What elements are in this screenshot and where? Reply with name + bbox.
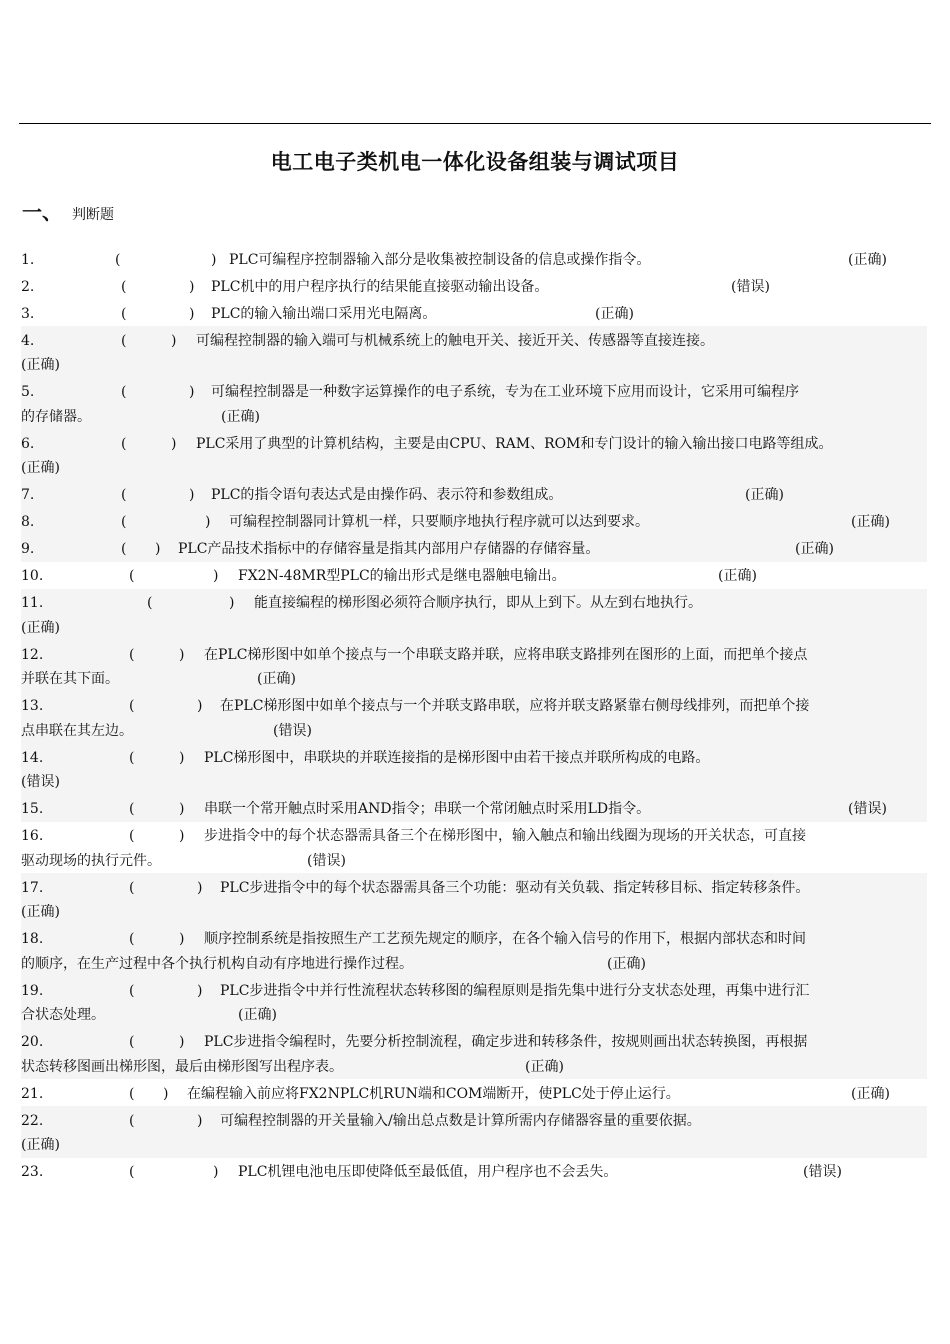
question-number: 19. — [21, 982, 44, 999]
answer-bracket-close: ) — [197, 879, 203, 896]
answer-bracket-close: ) — [189, 305, 195, 322]
question-number: 11. — [21, 595, 44, 611]
question-item — [21, 378, 927, 430]
question-line — [21, 1030, 927, 1055]
question-number: 3. — [21, 305, 35, 322]
question-number: 1. — [21, 251, 35, 268]
answer-bracket-open: ( — [129, 698, 135, 714]
answer-bracket-close: ) — [213, 1164, 219, 1180]
question-line — [21, 1082, 927, 1107]
question-item — [21, 743, 927, 795]
question-line — [21, 329, 927, 354]
question-item — [21, 272, 927, 299]
answer-bracket-open: ( — [147, 595, 153, 611]
question-line — [21, 979, 927, 1004]
section-number: 一、 — [22, 200, 62, 224]
answer-bracket-close: ) — [197, 1112, 203, 1129]
question-answer: (错误) — [273, 722, 312, 739]
question-line — [21, 797, 927, 822]
question-number: 23. — [21, 1164, 44, 1180]
question-answer: (正确) — [221, 408, 260, 425]
question-answer: (正确) — [238, 1007, 277, 1023]
question-answer: (正确) — [21, 1137, 60, 1153]
question-text: PLC步进指令中的每个状态器需具备三个功能：驱动有关负载、指定转移目标、指定转移条件。 — [220, 879, 810, 896]
answer-bracket-open: ( — [129, 749, 135, 766]
answer-bracket-close: ) — [189, 278, 195, 295]
question-item — [21, 299, 927, 326]
question-item — [21, 1106, 927, 1158]
question-answer: (正确) — [851, 514, 890, 530]
question-number: 17. — [21, 879, 44, 896]
question-answer: (错误) — [731, 278, 770, 295]
question-number: 15. — [21, 801, 44, 817]
answer-bracket-open: ( — [129, 646, 135, 663]
question-text: PLC步进指令中并行性流程状态转移图的编程原则是指先集中进行分支状态处理，再集中进行汇 — [220, 982, 810, 999]
question-text: 顺序控制系统是指按照生产工艺预先规定的顺序，在各个输入信号的作用下，根据内部状态和时间 — [204, 931, 806, 947]
question-item — [21, 1158, 927, 1185]
question-line-continued — [21, 667, 927, 692]
question-number: 14. — [21, 749, 44, 766]
question-text-continued: 的存储器。 — [21, 408, 91, 425]
question-answer: (错误) — [803, 1164, 842, 1180]
answer-bracket-open: ( — [129, 801, 135, 817]
answer-bracket-close: ) — [213, 568, 219, 584]
question-answer: (正确) — [795, 541, 834, 557]
question-number: 21. — [21, 1085, 44, 1102]
question-line — [21, 1160, 927, 1185]
question-number: 7. — [21, 487, 35, 503]
question-text-continued: 合状态处理。 — [21, 1007, 105, 1023]
answer-bracket-close: ) — [229, 595, 235, 611]
question-line-continued — [21, 1003, 927, 1028]
question-line-continued — [21, 456, 927, 481]
question-line — [21, 1109, 927, 1134]
question-line — [21, 432, 927, 457]
question-answer: (正确) — [21, 904, 60, 920]
question-item — [21, 562, 927, 589]
question-item — [21, 1028, 927, 1080]
answer-bracket-open: ( — [129, 828, 135, 844]
question-line-continued — [21, 719, 927, 744]
answer-bracket-close: ) — [197, 982, 203, 999]
question-item — [21, 429, 927, 481]
question-text: 在PLC梯形图中如单个接点与一个并联支路串联，应将并联支路紧靠右侧母线排列，而把单个接 — [220, 698, 810, 714]
question-item — [21, 1079, 927, 1106]
question-number: 8. — [21, 514, 35, 530]
answer-bracket-close: ) — [179, 749, 185, 766]
answer-bracket-open: ( — [129, 1112, 135, 1129]
question-answer: (正确) — [257, 671, 296, 687]
answer-bracket-close: ) — [171, 435, 177, 452]
question-text: PLC的指令语句表达式是由操作码、表示符和参数组成。 — [211, 487, 563, 503]
question-line — [21, 275, 927, 300]
answer-bracket-open: ( — [129, 1085, 135, 1102]
question-line — [21, 248, 927, 273]
question-answer: (正确) — [525, 1058, 564, 1075]
question-item — [21, 795, 927, 822]
answer-bracket-open: ( — [129, 1034, 135, 1050]
question-number: 12. — [21, 646, 44, 663]
question-item — [21, 692, 927, 744]
answer-bracket-open: ( — [121, 332, 127, 349]
section-label: 判断题 — [72, 207, 114, 223]
answer-bracket-open: ( — [121, 384, 127, 400]
question-text-continued: 并联在其下面。 — [21, 671, 119, 687]
question-text: PLC可编程序控制器输入部分是收集被控制设备的信息或操作指令。 — [229, 251, 651, 268]
question-line — [21, 746, 927, 771]
question-line-continued — [21, 900, 927, 925]
question-number: 5. — [21, 384, 35, 400]
question-text: 能直接编程的梯形图必须符合顺序执行，即从上到下。从左到右地执行。 — [254, 595, 702, 611]
answer-bracket-close: ) — [189, 487, 195, 503]
question-answer: (正确) — [848, 251, 887, 268]
answer-bracket-close: ) — [179, 801, 185, 817]
answer-bracket-close: ) — [205, 514, 211, 530]
question-number: 20. — [21, 1034, 44, 1050]
answer-bracket-close: ) — [171, 332, 177, 349]
question-item — [21, 508, 927, 535]
answer-bracket-close: ) — [179, 828, 185, 844]
question-item — [21, 481, 927, 508]
question-answer: (正确) — [21, 619, 60, 636]
question-item — [21, 925, 927, 977]
question-number: 16. — [21, 828, 44, 844]
question-text: PLC步进指令编程时，先要分析控制流程，确定步进和转移条件，按规则画出状态转换图，再根据 — [204, 1034, 808, 1050]
answer-bracket-open: ( — [121, 541, 127, 557]
question-answer: (正确) — [595, 305, 634, 322]
answer-bracket-close: ) — [155, 541, 161, 557]
question-item — [21, 589, 927, 641]
question-line-continued — [21, 952, 927, 977]
question-item — [21, 822, 927, 874]
question-number: 2. — [21, 278, 35, 295]
question-number: 13. — [21, 698, 44, 714]
answer-bracket-close: ) — [189, 384, 195, 400]
question-answer: (正确) — [745, 487, 784, 503]
question-answer: (正确) — [851, 1085, 890, 1102]
answer-bracket-close: ) — [197, 698, 203, 714]
question-item — [21, 326, 927, 378]
question-item — [21, 873, 927, 925]
question-line-continued — [21, 616, 927, 641]
question-text-continued: 驱动现场的执行元件。 — [21, 852, 161, 869]
question-list — [21, 245, 927, 1185]
answer-bracket-open: ( — [129, 1164, 135, 1180]
answer-bracket-close: ) — [211, 251, 217, 268]
answer-bracket-close: ) — [163, 1085, 169, 1102]
question-line-continued — [21, 1055, 927, 1080]
answer-bracket-open: ( — [121, 487, 127, 503]
answer-bracket-close: ) — [179, 1034, 185, 1050]
question-line-continued — [21, 849, 927, 874]
answer-bracket-open: ( — [121, 435, 127, 452]
question-text: 可编程控制器是一种数字运算操作的电子系统，专为在工业环境下应用而设计，它采用可编程序 — [211, 384, 799, 400]
answer-bracket-open: ( — [129, 982, 135, 999]
question-line — [21, 643, 927, 668]
question-item — [21, 535, 927, 562]
question-text: 步进指令中的每个状态器需具备三个在梯形图中，输入触点和输出线圈为现场的开关状态，可直接 — [204, 828, 806, 844]
question-number: 18. — [21, 931, 44, 947]
question-line-continued — [21, 353, 927, 378]
question-line — [21, 483, 927, 508]
question-answer: (正确) — [607, 955, 646, 972]
question-line — [21, 824, 927, 849]
question-number: 6. — [21, 435, 35, 452]
question-line — [21, 564, 927, 589]
question-answer: (错误) — [848, 801, 887, 817]
question-answer: (错误) — [21, 774, 60, 790]
question-text: 可编程控制器的开关量输入/输出总点数是计算所需内存储器容量的重要依据。 — [220, 1112, 701, 1129]
question-text-continued: 状态转移图画出梯形图，最后由梯形图写出程序表。 — [21, 1058, 343, 1075]
answer-bracket-open: ( — [121, 514, 127, 530]
question-number: 9. — [21, 541, 35, 557]
question-text: FX2N-48MR型PLC的输出形式是继电器触电输出。 — [238, 568, 566, 584]
question-answer: (正确) — [21, 357, 60, 373]
answer-bracket-close: ) — [179, 931, 185, 947]
question-item — [21, 976, 927, 1028]
question-text: PLC产品技术指标中的存储容量是指其内部用户存储器的存储容量。 — [178, 541, 600, 557]
answer-bracket-open: ( — [129, 931, 135, 947]
question-line — [21, 694, 927, 719]
question-text: 串联一个常开触点时采用AND指令；串联一个常闭触点时采用LD指令。 — [204, 801, 651, 817]
question-item — [21, 640, 927, 692]
question-line-continued — [21, 405, 927, 430]
question-answer: (正确) — [21, 460, 60, 476]
question-text: PLC机锂电池电压即使降低至最低值，用户程序也不会丢失。 — [238, 1164, 618, 1180]
header-rule — [19, 123, 931, 124]
question-line — [21, 510, 927, 535]
question-number: 22. — [21, 1112, 44, 1129]
question-line — [21, 591, 927, 616]
question-text: PLC的输入输出端口采用光电隔离。 — [211, 305, 437, 322]
question-line-continued — [21, 770, 927, 795]
question-text: PLC采用了典型的计算机结构，主要是由CPU、RAM、ROM和专门设计的输入输出接口电路等组成。 — [196, 435, 833, 452]
question-text: PLC梯形图中，串联块的并联连接指的是梯形图中由若干接点并联所构成的电路。 — [204, 749, 710, 766]
section-heading — [22, 196, 114, 225]
question-text: 在PLC梯形图中如单个接点与一个串联支路并联，应将串联支路排列在图形的上面，而把单个接点 — [204, 646, 808, 663]
question-item — [21, 245, 927, 272]
question-text: 在编程输入前应将FX2NPLC机RUN端和COM端断开，使PLC处于停止运行。 — [187, 1085, 680, 1102]
answer-bracket-open: ( — [129, 879, 135, 896]
question-answer: (正确) — [718, 568, 757, 584]
document-title: 电工电子类机电一体化设备组装与调试项目 — [270, 150, 680, 174]
question-text-continued: 点串联在其左边。 — [21, 722, 133, 739]
question-text: PLC机中的用户程序执行的结果能直接驱动输出设备。 — [211, 278, 549, 295]
question-answer: (错误) — [307, 852, 346, 869]
answer-bracket-open: ( — [129, 568, 135, 584]
question-text: 可编程控制器同计算机一样，只要顺序地执行程序就可以达到要求。 — [229, 514, 649, 530]
answer-bracket-close: ) — [179, 646, 185, 663]
question-number: 4. — [21, 332, 35, 349]
question-number: 10. — [21, 568, 44, 584]
answer-bracket-open: ( — [121, 278, 127, 295]
question-line — [21, 380, 927, 405]
answer-bracket-open: ( — [121, 305, 127, 322]
question-text: 可编程控制器的输入端可与机械系统上的触电开关、接近开关、传感器等直接连接。 — [196, 332, 714, 349]
question-line — [21, 537, 927, 562]
question-line — [21, 876, 927, 901]
question-line-continued — [21, 1133, 927, 1158]
question-line — [21, 302, 927, 327]
question-line — [21, 927, 927, 952]
question-text-continued: 的顺序，在生产过程中各个执行机构自动有序地进行操作过程。 — [21, 955, 413, 972]
answer-bracket-open: ( — [115, 251, 121, 268]
